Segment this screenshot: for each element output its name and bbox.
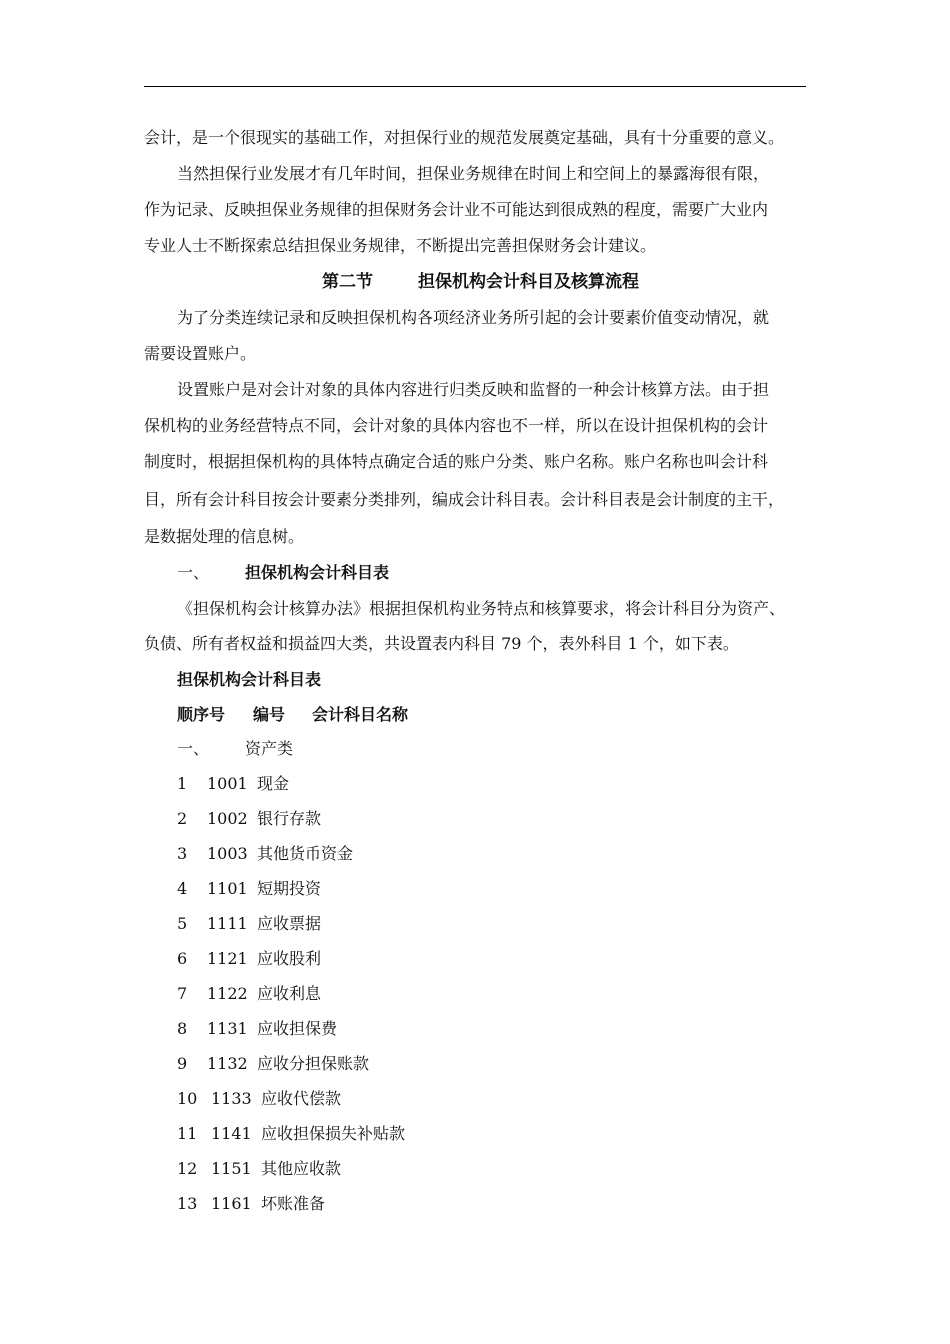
table-row bbox=[177, 949, 321, 969]
table-row bbox=[177, 1194, 325, 1214]
section-title: 担保机构会计科目及核算流程 bbox=[418, 272, 639, 292]
paragraph-line: 负债、所有者权益和损益四大类，共设置表内科目 79 个，表外科目 1 个，如下表。 bbox=[144, 634, 739, 653]
row-account-code: 1132 bbox=[207, 1054, 248, 1073]
table-row bbox=[177, 809, 321, 829]
table-header-code: 编号 bbox=[253, 705, 286, 724]
row-order-number: 5 bbox=[177, 914, 188, 933]
table-row bbox=[177, 914, 321, 934]
row-account-name: 应收担保损失补贴款 bbox=[261, 1124, 406, 1143]
row-order-number: 13 bbox=[177, 1194, 198, 1213]
row-order-number: 6 bbox=[177, 949, 188, 968]
row-account-code: 1101 bbox=[207, 879, 248, 898]
paragraph-line: 当然担保行业发展才有几年时间，担保业务规律在时间上和空间上的暴露海很有限， bbox=[177, 164, 770, 183]
row-account-name: 坏账准备 bbox=[261, 1194, 326, 1213]
row-account-name: 其他应收款 bbox=[261, 1159, 342, 1178]
row-order-number: 10 bbox=[177, 1089, 198, 1108]
table-header-order: 顺序号 bbox=[177, 705, 226, 724]
subsection-title: 担保机构会计科目表 bbox=[245, 563, 390, 582]
category-number: 一、 bbox=[177, 739, 210, 758]
row-account-code: 1003 bbox=[207, 844, 248, 863]
row-account-code: 1121 bbox=[207, 949, 248, 968]
table-row bbox=[177, 984, 321, 1004]
section-number: 第二节 bbox=[322, 272, 373, 292]
row-order-number: 3 bbox=[177, 844, 188, 863]
paragraph-line: 设置账户是对会计对象的具体内容进行归类反映和监督的一种会计核算方法。由于担 bbox=[177, 380, 770, 399]
row-order-number: 7 bbox=[177, 984, 188, 1003]
category-name: 资产类 bbox=[245, 739, 294, 758]
row-account-name: 应收分担保账款 bbox=[257, 1054, 370, 1073]
table-title: 担保机构会计科目表 bbox=[177, 670, 322, 689]
row-account-code: 1151 bbox=[211, 1159, 252, 1178]
table-row bbox=[177, 1159, 341, 1179]
table-row bbox=[177, 1054, 369, 1074]
table-row bbox=[177, 844, 353, 864]
row-account-name: 其他货币资金 bbox=[257, 844, 354, 863]
row-account-name: 应收票据 bbox=[257, 914, 322, 933]
paragraph-line: 专业人士不断探索总结担保业务规律，不断提出完善担保财务会计建议。 bbox=[144, 236, 657, 255]
paragraph-line: 为了分类连续记录和反映担保机构各项经济业务所引起的会计要素价值变动情况，就 bbox=[177, 308, 770, 327]
row-order-number: 8 bbox=[177, 1019, 188, 1038]
row-account-name: 应收利息 bbox=[257, 984, 322, 1003]
paragraph-line: 作为记录、反映担保业务规律的担保财务会计业不可能达到很成熟的程度，需要广大业内 bbox=[144, 200, 769, 219]
row-order-number: 4 bbox=[177, 879, 188, 898]
row-account-code: 1133 bbox=[211, 1089, 252, 1108]
row-account-name: 短期投资 bbox=[257, 879, 322, 898]
row-account-name: 应收股利 bbox=[257, 949, 322, 968]
row-account-code: 1141 bbox=[211, 1124, 252, 1143]
row-account-name: 银行存款 bbox=[257, 809, 322, 828]
paragraph-line: 保机构的业务经营特点不同，会计对象的具体内容也不一样，所以在设计担保机构的会计 bbox=[144, 416, 769, 435]
paragraph-line: 《担保机构会计核算办法》根据担保机构业务特点和核算要求，将会计科目分为资产、 bbox=[177, 599, 786, 618]
table-row bbox=[177, 774, 289, 794]
row-account-code: 1001 bbox=[207, 774, 248, 793]
row-account-code: 1161 bbox=[211, 1194, 252, 1213]
row-account-code: 1002 bbox=[207, 809, 248, 828]
row-order-number: 9 bbox=[177, 1054, 188, 1073]
row-account-name: 应收代偿款 bbox=[261, 1089, 342, 1108]
row-account-code: 1111 bbox=[207, 914, 248, 933]
table-row bbox=[177, 1019, 337, 1039]
row-account-name: 应收担保费 bbox=[257, 1019, 338, 1038]
row-order-number: 1 bbox=[177, 774, 188, 793]
row-order-number: 12 bbox=[177, 1159, 198, 1178]
row-order-number: 11 bbox=[177, 1124, 198, 1143]
paragraph-line: 目，所有会计科目按会计要素分类排列，编成会计科目表。会计科目表是会计制度的主干， bbox=[144, 490, 785, 509]
row-account-code: 1131 bbox=[207, 1019, 248, 1038]
subsection-number: 一、 bbox=[177, 563, 210, 582]
table-row bbox=[177, 1089, 341, 1109]
header-rule bbox=[144, 86, 806, 87]
paragraph-line: 制度时，根据担保机构的具体特点确定合适的账户分类、账户名称。账户名称也叫会计科 bbox=[144, 452, 769, 471]
paragraph-line: 需要设置账户。 bbox=[144, 344, 257, 363]
table-row bbox=[177, 879, 321, 899]
row-order-number: 2 bbox=[177, 809, 188, 828]
table-row bbox=[177, 1124, 405, 1144]
paragraph-line: 会计，是一个很现实的基础工作，对担保行业的规范发展奠定基础，具有十分重要的意义。 bbox=[144, 128, 785, 147]
paragraph-line: 是数据处理的信息树。 bbox=[144, 527, 305, 546]
row-account-name: 现金 bbox=[257, 774, 290, 793]
table-header-name: 会计科目名称 bbox=[312, 705, 409, 724]
row-account-code: 1122 bbox=[207, 984, 248, 1003]
